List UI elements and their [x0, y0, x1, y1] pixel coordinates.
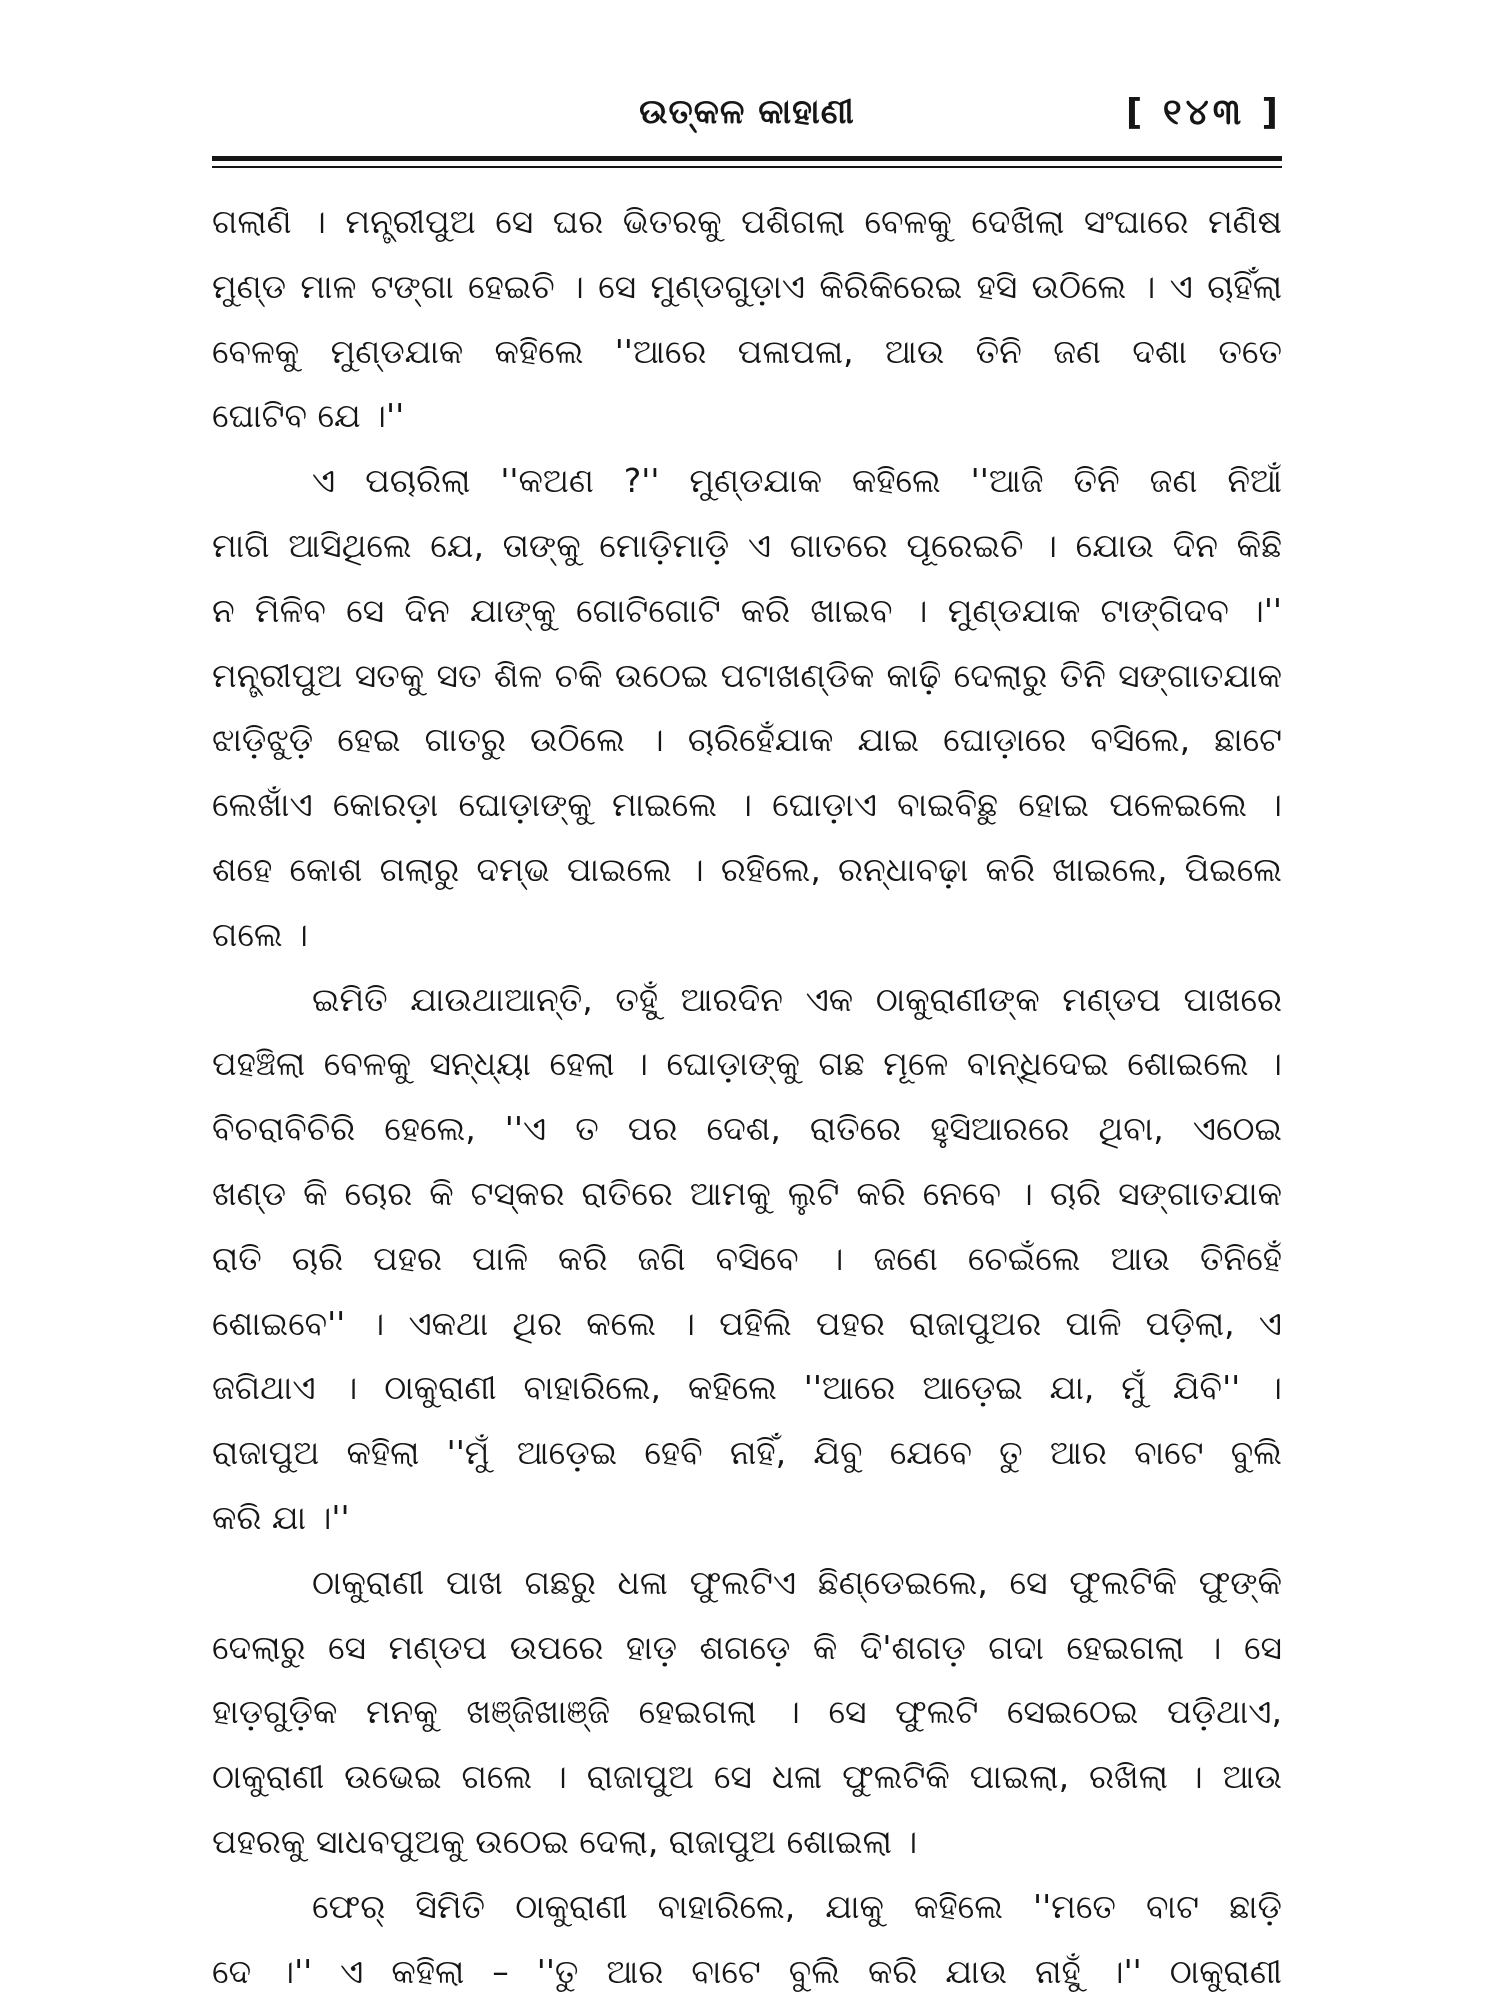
text-line: ଗଲାଣି । ମନ୍ତ୍ରୀପୁଅ ସେ ଘର ଭିତରକୁ ପଶିଗଲା ବେଳକୁ ଦେଖିଲା ସଂଘାରେ ମଣିଷ	[212, 202, 1282, 241]
text-line: ମାଗି ଆସିଥିଲେ ଯେ, ତାଙ୍କୁ ମୋଡ଼ିମାଡ଼ି ଏ ଗାତରେ ପୂରେଇଚି । ଯୋଉ ଦିନ କିଛି	[212, 525, 1282, 565]
text-line: ଖଣ୍ଡ କି ଚୋର କି ଟସ୍କର ରାତିରେ ଆମକୁ ଲୁଟି କରି ନେବେ । ଚାରି ସଙ୍ଗାତଯାକ	[212, 1173, 1282, 1213]
text-line: ଠାକୁରାଣୀ ଉଭେଇ ଗଲେ । ରାଜାପୁଅ ସେ ଧଳା ଫୁଲଟିକି ପାଇଲା, ରଖିଲା । ଆଉ	[212, 1757, 1282, 1797]
book-title: ଉତ୍କଳ କାହାଣୀ	[639, 92, 855, 132]
text-line: ଲେଖାଁଏ କୋରଡ଼ା ଘୋଡ଼ାଙ୍କୁ ମାଇଲେ । ଘୋଡ଼ାଏ ବାଇବିଛୁ ହୋଇ ପଳେଇଲେ ।	[212, 785, 1282, 825]
text-line: ଶହେ କୋଶ ଗଲାରୁ ଦମ୍ଭ ପାଇଲେ । ରହିଲେ, ରନ୍ଧାବଢ଼ା କରି ଖାଇଲେ, ପିଇଲେ	[212, 849, 1282, 889]
text-line: ନ ମିଳିବ ସେ ଦିନ ଯାଙ୍କୁ ଗୋଟିଗୋଟି କରି ଖାଇବ । ମୁଣ୍ଡଯାକ ଟାଙ୍ଗିଦବ ।''	[212, 590, 1282, 630]
text-line: ଘୋଟିବ ଯେ ।''	[212, 396, 405, 436]
text-line: ମନ୍ତ୍ରୀପୁଅ ସତକୁ ସତ ଶିଳ ଚକି ଉଠେଇ ପଟାଖଣ୍ଡିକ କାଢ଼ି ଦେଲାରୁ ତିନି ସଙ୍ଗାତଯାକ	[212, 655, 1282, 695]
text-line: ରାତି ଚାରି ପହର ପାଳି କରି ଜଗି ବସିବେ । ଜଣେ ଚେଇଁଲେ ଆଉ ତିନିହେଁ	[212, 1238, 1282, 1278]
text-line: ବିଚରାବିଚିରି ହେଲେ, ''ଏ ତ ପର ଦେଶ, ରାତିରେ ହୁସିଆରରେ ଥିବା, ଏଠେଇ	[212, 1109, 1282, 1149]
text-line: ଏ ପଚାରିଲା ''କଅଣ ?'' ମୁଣ୍ଡଯାକ କହିଲେ ''ଆଜି ତିନି ଜଣ ନିଆଁ	[312, 461, 1282, 501]
running-header	[212, 92, 1282, 152]
page-number: [ ୧୪୩ ]	[1125, 92, 1282, 133]
text-line: ଦେଲାରୁ ସେ ମଣ୍ଡପ ଉପରେ ହାଡ଼ ଶଗଡ଼େ କି ଦି'ଶଗଡ଼ ଗଦା ହେଇଗଲା । ସେ	[212, 1627, 1282, 1667]
text-line: ଫେର୍ ସିମିତି ଠାକୁରାଣୀ ବାହାରିଲେ, ଯାକୁ କହିଲେ ''ମତେ ବାଟ ଛାଡ଼ି	[312, 1886, 1282, 1926]
header-rule-thin	[212, 166, 1282, 168]
text-line: ମୁଣ୍ଡ ମାଳ ଟଙ୍ଗା ହେଇଚି । ସେ ମୁଣ୍ଡଗୁଡ଼ାଏ କିରିକିରେଇ ହସି ଉଠିଲେ । ଏ ଚାହିଁଲା	[212, 266, 1282, 306]
text-line: ଗଲେ ।	[212, 914, 308, 954]
text-line: ଦେ ।'' ଏ କହିଲା – ''ତୁ ଆର ବାଟେ ବୁଲି କରି ଯାଉ ନାହୁଁ ।'' ଠାକୁରାଣୀ	[212, 1951, 1282, 1991]
body-text	[212, 190, 1282, 2004]
text-line: ଇମିତି ଯାଉଥାଆନ୍ତି, ତହୁଁ ଆରଦିନ ଏକ ଠାକୁରାଣୀଙ୍କ ମଣ୍ଡପ ପାଖରେ	[312, 979, 1282, 1019]
text-line: ବେଳକୁ ମୁଣ୍ଡଯାକ କହିଲେ ''ଆରେ ପଳାପଳା, ଆଉ ତିନି ଜଣ ଦଶା ତତେ	[212, 331, 1282, 371]
text-line: ଠାକୁରାଣୀ ପାଖ ଗଛରୁ ଧଳା ଫୁଲଟିଏ ଛିଣ୍ଡେଇଲେ, ସେ ଫୁଲଟିକି ଫୁଙ୍କି	[312, 1562, 1282, 1602]
text-line: ଶୋଇବେ'' । ଏକଥା ଥିର କଲେ । ପହିଲି ପହର ରାଜାପୁଅର ପାଳି ପଡ଼ିଲା, ଏ	[212, 1303, 1282, 1343]
text-line: ଜଗିଥାଏ । ଠାକୁରାଣୀ ବାହାରିଲେ, କହିଲେ ''ଆରେ ଆଡ଼େଇ ଯା, ମୁଁ ଯିବି'' ।	[212, 1368, 1282, 1408]
text-line: ହାଡ଼ଗୁଡ଼ିକ ମନକୁ ଖଞ୍ଜିଖାଞ୍ଜି ହେଇଗଲା । ସେ ଫୁଲଟି ସେଇଠେଇ ପଡ଼ିଥାଏ,	[212, 1692, 1282, 1732]
text-line: ରାଜାପୁଅ କହିଲା ''ମୁଁ ଆଡ଼େଇ ହେବି ନାହିଁ, ଯିବୁ ଯେବେ ତୁ ଆର ବାଟେ ବୁଲି	[212, 1433, 1282, 1473]
text-line: କରି ଯା ।''	[212, 1497, 350, 1537]
text-line: ପହଞ୍ଚିଲା ବେଳକୁ ସନ୍ଧ୍ୟା ହେଲା । ଘୋଡ଼ାଙ୍କୁ ଗଛ ମୂଳେ ବାନ୍ଧିଦେଇ ଶୋଇଲେ ।	[212, 1044, 1282, 1084]
text-line: ପହରକୁ ସାଧବପୁଅକୁ ଉଠେଇ ଦେଲା, ରାଜାପୁଅ ଶୋଇଲା ।	[212, 1821, 918, 1861]
text-line: ଝାଡ଼ିଝୁଡ଼ି ହେଇ ଗାତରୁ ଉଠିଲେ । ଚାରିହେଁଯାକ ଯାଇ ଘୋଡ଼ାରେ ବସିଲେ, ଛାଟେ	[212, 720, 1282, 760]
header-rule-thick	[212, 156, 1282, 161]
